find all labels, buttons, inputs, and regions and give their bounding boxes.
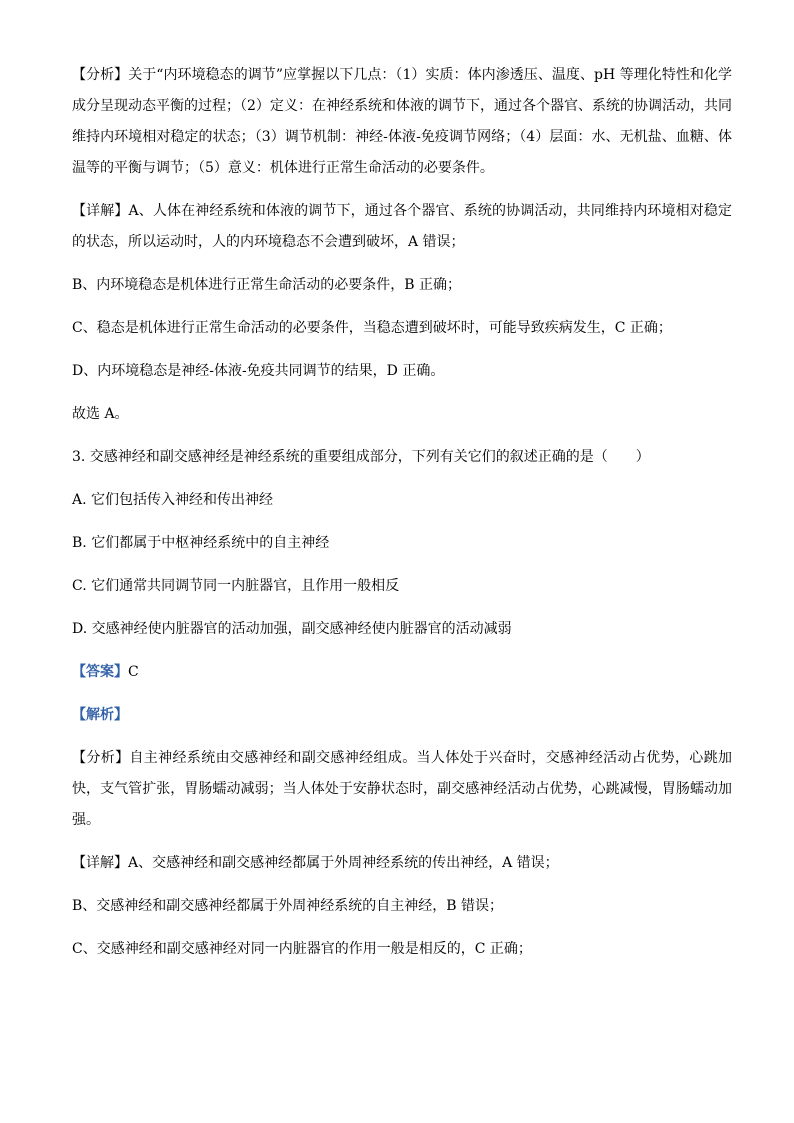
analysis-tag: 【分析】 bbox=[72, 67, 129, 83]
detail-line-d: D、内环境稳态是神经-体液-免疫共同调节的结果，D 正确。 bbox=[72, 363, 445, 379]
answer-value: C bbox=[128, 664, 139, 680]
option-a: A. 它们包括传入神经和传出神经 bbox=[72, 492, 274, 508]
question-stem: 3. 交感神经和副交感神经是神经系统的重要组成部分，下列有关它们的叙述正确的是（ ） bbox=[72, 449, 650, 465]
choice-line: 故选 A。 bbox=[72, 406, 129, 422]
detail2-tag: 【详解】 bbox=[72, 855, 128, 871]
answer-tag: 【答案】 bbox=[72, 664, 128, 680]
detail-tag: 【详解】 bbox=[72, 203, 129, 219]
option-d: D. 交感神经使内脏器官的活动加强，副交感神经使内脏器官的活动减弱 bbox=[72, 621, 512, 637]
analysis2-text: 自主神经系统由交感神经和副交感神经组成。当人体处于兴奋时，交感神经活动占优势，心跳加快，支气管扩张，胃肠蠕动减弱；当人体处于安静状态时，副交感神经活动占优势，心跳减慢，胃肠蠕动加强。 bbox=[72, 750, 733, 828]
detail-line-b: B、内环境稳态是机体进行正常生命活动的必要条件，B 正确； bbox=[72, 277, 462, 293]
detail2-text-a: A、交感神经和副交感神经都属于外周神经系统的传出神经，A 错误； bbox=[128, 855, 559, 871]
detail-text-a: A、人体在神经系统和体液的调节下，通过各个器官、系统的协调活动，共同维持内环境相对稳定的状态，所以运动时，人的内环境稳态不会遭到破坏，A 错误； bbox=[72, 203, 733, 250]
detail-paragraph-a bbox=[72, 196, 732, 258]
analysis-text: 关于“内环境稳态的调节”应掌握以下几点：（1）实质：体内渗透压、温度、pH 等理化特性和化学成分呈现动态平衡的过程；（2）定义：在神经系统和体液的调节下，通过各个器官、系统的协调活动，共同维持内环境相对稳定的状态；（3）调节机制：神经-体液-免疫调节网络；（4）层面：水、无机盐、血糖、体温等的平衡与调节；（5）意义：机体进行正常生命活动的必要条件。 bbox=[72, 67, 733, 176]
analysis-paragraph bbox=[72, 60, 732, 184]
option-c: C. 它们通常共同调节同一内脏器官，且作用一般相反 bbox=[72, 578, 400, 594]
page-content bbox=[72, 60, 732, 965]
analysis2-tag: 【分析】 bbox=[72, 750, 130, 766]
explain-line bbox=[72, 700, 732, 731]
detail-line-c: C、稳态是机体进行正常生命活动的必要条件，当稳态遭到破坏时，可能导致疾病发生，C 正确； bbox=[72, 320, 672, 336]
answer-line bbox=[72, 657, 732, 688]
detail2-paragraph-a bbox=[72, 848, 732, 879]
detail2-line-b: B、交感神经和副交感神经都属于外周神经系统的自主神经，B 错误； bbox=[72, 898, 504, 914]
detail2-line-c: C、交感神经和副交感神经对同一内脏器官的作用一般是相反的，C 正确； bbox=[72, 941, 532, 957]
analysis2-paragraph bbox=[72, 743, 732, 836]
explain-tag: 【解析】 bbox=[72, 707, 128, 723]
option-b: B. 它们都属于中枢神经系统中的自主神经 bbox=[72, 535, 330, 551]
